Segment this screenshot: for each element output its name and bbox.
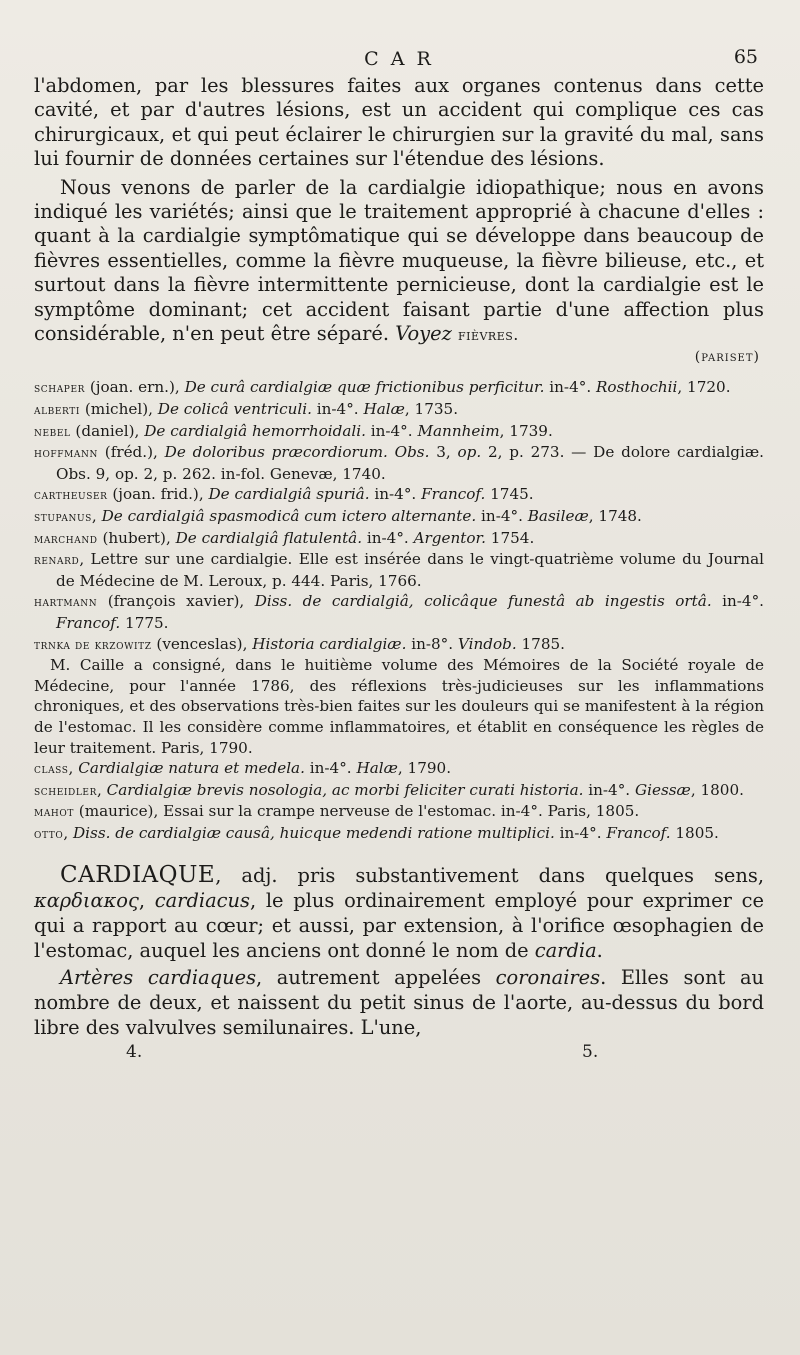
bibliography-entry xyxy=(34,377,764,399)
bibliography-entry xyxy=(34,591,764,633)
article-paragraph-1 xyxy=(34,863,764,963)
signature-mark-right: 5. xyxy=(582,1041,599,1062)
bib-text: , xyxy=(63,823,73,842)
subheading-arteres: Artères cardiaques xyxy=(60,965,257,989)
bib-author: renard xyxy=(34,552,80,568)
paragraph-text: Nous venons de parler de la cardialgie idiopathique; nous en avons indiqué les variétés; ainsi que le traitement approprié à chacune d'elles : quant à la cardialgie symptômatique qui se développe dans beaucoup de fièvres essentielles, comme la fièvre muqueuse, la fièvre bilieuse, etc., et surtout dans la fièvre intermittente pernicieuse, dont la cardialgie est le symptôme dominant; cet accident faisant partie d'une affection plus considérable, n'en peut être séparé. xyxy=(34,175,764,346)
bib-title: De cardialgiâ spasmodicâ cum ictero alternante. xyxy=(101,507,477,526)
bib-place: Giessæ xyxy=(634,780,691,799)
bib-title: Cardialgiæ natura et medela. xyxy=(78,759,305,778)
bibliography-entry xyxy=(34,484,764,506)
bib-text: , xyxy=(91,507,102,526)
page-number: 65 xyxy=(733,46,758,68)
bibliography-entry xyxy=(34,528,764,550)
bib-text: , 1800. xyxy=(690,780,744,799)
bib-text: , 1790. xyxy=(397,759,452,778)
bib-text: in-4°. xyxy=(476,507,528,526)
bibliography-entry xyxy=(34,399,764,421)
article-text: . xyxy=(596,938,603,962)
bib-text: (françois xavier), xyxy=(97,592,255,611)
bib-text: , 1748. xyxy=(588,507,642,526)
bib-author: class xyxy=(34,761,69,777)
bib-text: 1805. xyxy=(670,823,719,842)
bib-text: 1754. xyxy=(485,528,535,547)
bib-place: Basileæ xyxy=(527,507,589,526)
bib-text: in-4°. xyxy=(304,759,357,778)
bib-text: in-4°. xyxy=(554,823,607,842)
bib-text: 3, xyxy=(429,443,458,462)
bib-place: Francof. xyxy=(421,485,486,504)
bib-title: Diss. de cardialgiæ causâ, huicque medendi ratione multiplici. xyxy=(73,823,555,842)
bib-author: mahot xyxy=(34,804,74,820)
bibliography-list-2 xyxy=(34,758,764,844)
bib-text: , xyxy=(96,780,107,799)
article-text: , xyxy=(138,888,155,912)
bib-place: Halæ xyxy=(363,400,405,419)
bibliography-note: M. Caille a consigné, dans le huitième volume des Mémoires de la Société royale de Médecine, pour l'année 1786, des réflexions très-judicieuses sur les inflammations chroniques, et des observations très-bien faites sur les douleurs qui se manifestent à la région de l'estomac. Il les considère comme inflammatoires, et établit en conséquence les règles de leur traitement. Paris, 1790. xyxy=(34,656,764,757)
bibliography xyxy=(34,377,764,844)
bib-text: , 1720. xyxy=(677,378,731,397)
running-title: C A R xyxy=(364,48,434,70)
bib-author: trnka de krzowitz xyxy=(34,636,152,652)
bib-author: stupanus xyxy=(34,509,92,525)
bib-title: De curâ cardialgiæ quæ frictionibus perficitur. xyxy=(184,378,545,397)
bib-place: Halæ xyxy=(356,759,398,778)
bib-text: (joan. ern.), xyxy=(85,378,185,397)
cross-ref-voyez: Voyez xyxy=(395,322,452,346)
bib-text: in-4°. xyxy=(362,528,414,547)
bib-author: scheidler xyxy=(34,782,97,798)
cardia-term: cardia xyxy=(534,938,597,962)
bib-text: (michel), xyxy=(80,400,158,419)
bib-place: Rosthochii xyxy=(595,378,678,397)
cross-ref-target: fièvres. xyxy=(457,325,519,345)
bib-text: , 1735. xyxy=(404,400,459,419)
bib-place: Francof. xyxy=(56,614,121,632)
bib-place: Francof. xyxy=(606,823,671,842)
paragraph-continuation: l'abdomen, par les blessures faites aux organes contenus dans cette cavité, et par d'autres lésions, est un accident qui complique ces cas chirurgicaux, et qui peut éclairer le chirurgien sur la gravité du mal, sans lui fournir de données certaines sur l'étendue des lésions. xyxy=(34,74,764,171)
bib-place: Vindob. xyxy=(457,634,517,653)
bib-text: (maurice), Essai sur la crampe nerveuse de l'estomac. in-4°. Paris, 1805. xyxy=(73,802,640,821)
bib-place: Mannheim xyxy=(417,421,500,440)
signature-marks xyxy=(34,1042,764,1068)
running-head xyxy=(34,44,764,74)
bib-title: De cardialgiâ flatulentâ. xyxy=(175,528,363,547)
bib-title: Cardialgiæ brevis nosologia, ac morbi feliciter curati historia. xyxy=(106,780,584,799)
bib-text: 1775. xyxy=(120,614,169,632)
article-cardiaque xyxy=(34,863,764,1040)
coronaires-term: coronaires xyxy=(495,965,601,989)
bib-title: De cardialgiâ hemorrhoidali. xyxy=(144,421,366,440)
bibliography-entry xyxy=(34,801,764,823)
article-text: , adj. pris substantivement dans quelques sens, xyxy=(215,863,764,887)
bib-author: schaper xyxy=(34,380,86,396)
bib-text: (fréd.), xyxy=(97,443,165,462)
bib-text: in-4°. xyxy=(583,780,635,799)
bib-text: 2, p. 273. — De dolore cardialgiæ. Obs. 9, op. 2, p. 262. in-fol. Genevæ, 1740. xyxy=(56,443,764,483)
bib-title: De colicâ ventriculi. xyxy=(157,400,312,419)
article-paragraph-2 xyxy=(34,965,764,1040)
greek-term: καρδιακος xyxy=(34,888,139,912)
bib-text: in-4°. xyxy=(311,400,364,419)
bib-author: alberti xyxy=(34,402,81,418)
bib-text: (hubert), xyxy=(97,528,176,547)
bib-title: De cardialgiâ spuriâ. xyxy=(208,485,370,504)
bib-author: cartheuser xyxy=(34,487,108,503)
bibliography-entry xyxy=(34,758,764,780)
bib-author: otto xyxy=(34,825,64,841)
bib-place: op. xyxy=(457,443,482,462)
latin-term: cardiacus xyxy=(154,888,250,912)
bib-author: hartmann xyxy=(34,594,98,610)
bib-author: nebel xyxy=(34,423,71,439)
bib-text: , 1739. xyxy=(499,421,553,440)
bib-text: in-4°. xyxy=(369,485,422,504)
bib-text: , xyxy=(68,759,79,778)
bibliography-entry xyxy=(34,823,764,845)
main-text xyxy=(34,74,764,367)
author-signature: (pariset) xyxy=(694,349,760,366)
bib-text: (daniel), xyxy=(70,421,145,440)
bib-text: in-4°. xyxy=(711,592,764,611)
bib-text: in-4°. xyxy=(544,378,596,397)
headword: CARDIAQUE xyxy=(60,861,216,888)
paragraph-cardialgie xyxy=(34,176,764,348)
bibliography-entry xyxy=(34,442,764,484)
bib-text: (joan. frid.), xyxy=(107,485,209,504)
bib-place: Argentor. xyxy=(413,528,486,547)
article-text: , le plus ordinairement employé pour exprimer ce qui a rapport au cœur; et aussi, par extension, à l'orifice œsophagien de l'estomac, auquel les anciens ont donné le nom de xyxy=(34,888,764,962)
bib-text: 1785. xyxy=(516,634,565,653)
bibliography-entry xyxy=(34,421,764,443)
bib-text: (venceslas), xyxy=(151,634,253,653)
bibliography-list-1 xyxy=(34,377,764,655)
bibliography-entry xyxy=(34,780,764,802)
article-text: , autrement appelées xyxy=(256,965,496,989)
signature-mark-left: 4. xyxy=(126,1041,143,1062)
bib-author: hoffmann xyxy=(34,445,98,461)
bib-text: in-4°. xyxy=(365,421,418,440)
bib-text: in-8°. xyxy=(406,634,458,653)
article-text: . Elles sont au nombre de deux, et naissent du petit sinus de l'aorte, au-dessus du bord libre des valvulves semilunaires. L'une, xyxy=(34,965,764,1039)
bib-text: , Lettre sur une cardialgie. Elle est insérée dans le vingt-quatrième volume du Journal de Médecine de M. Leroux, p. 444. Paris, 1766. xyxy=(56,550,764,590)
bibliography-entry xyxy=(34,549,764,591)
bib-text: 1745. xyxy=(485,485,534,504)
bibliography-entry xyxy=(34,506,764,528)
bib-author: marchand xyxy=(34,530,98,546)
bib-title: Historia cardialgiæ. xyxy=(252,634,407,653)
bib-title: De doloribus præcordiorum. Obs. xyxy=(164,443,430,462)
bib-title: Diss. de cardialgiâ, colicâque funestâ ab ingestis ortâ. xyxy=(254,592,712,611)
bibliography-entry xyxy=(34,634,764,656)
